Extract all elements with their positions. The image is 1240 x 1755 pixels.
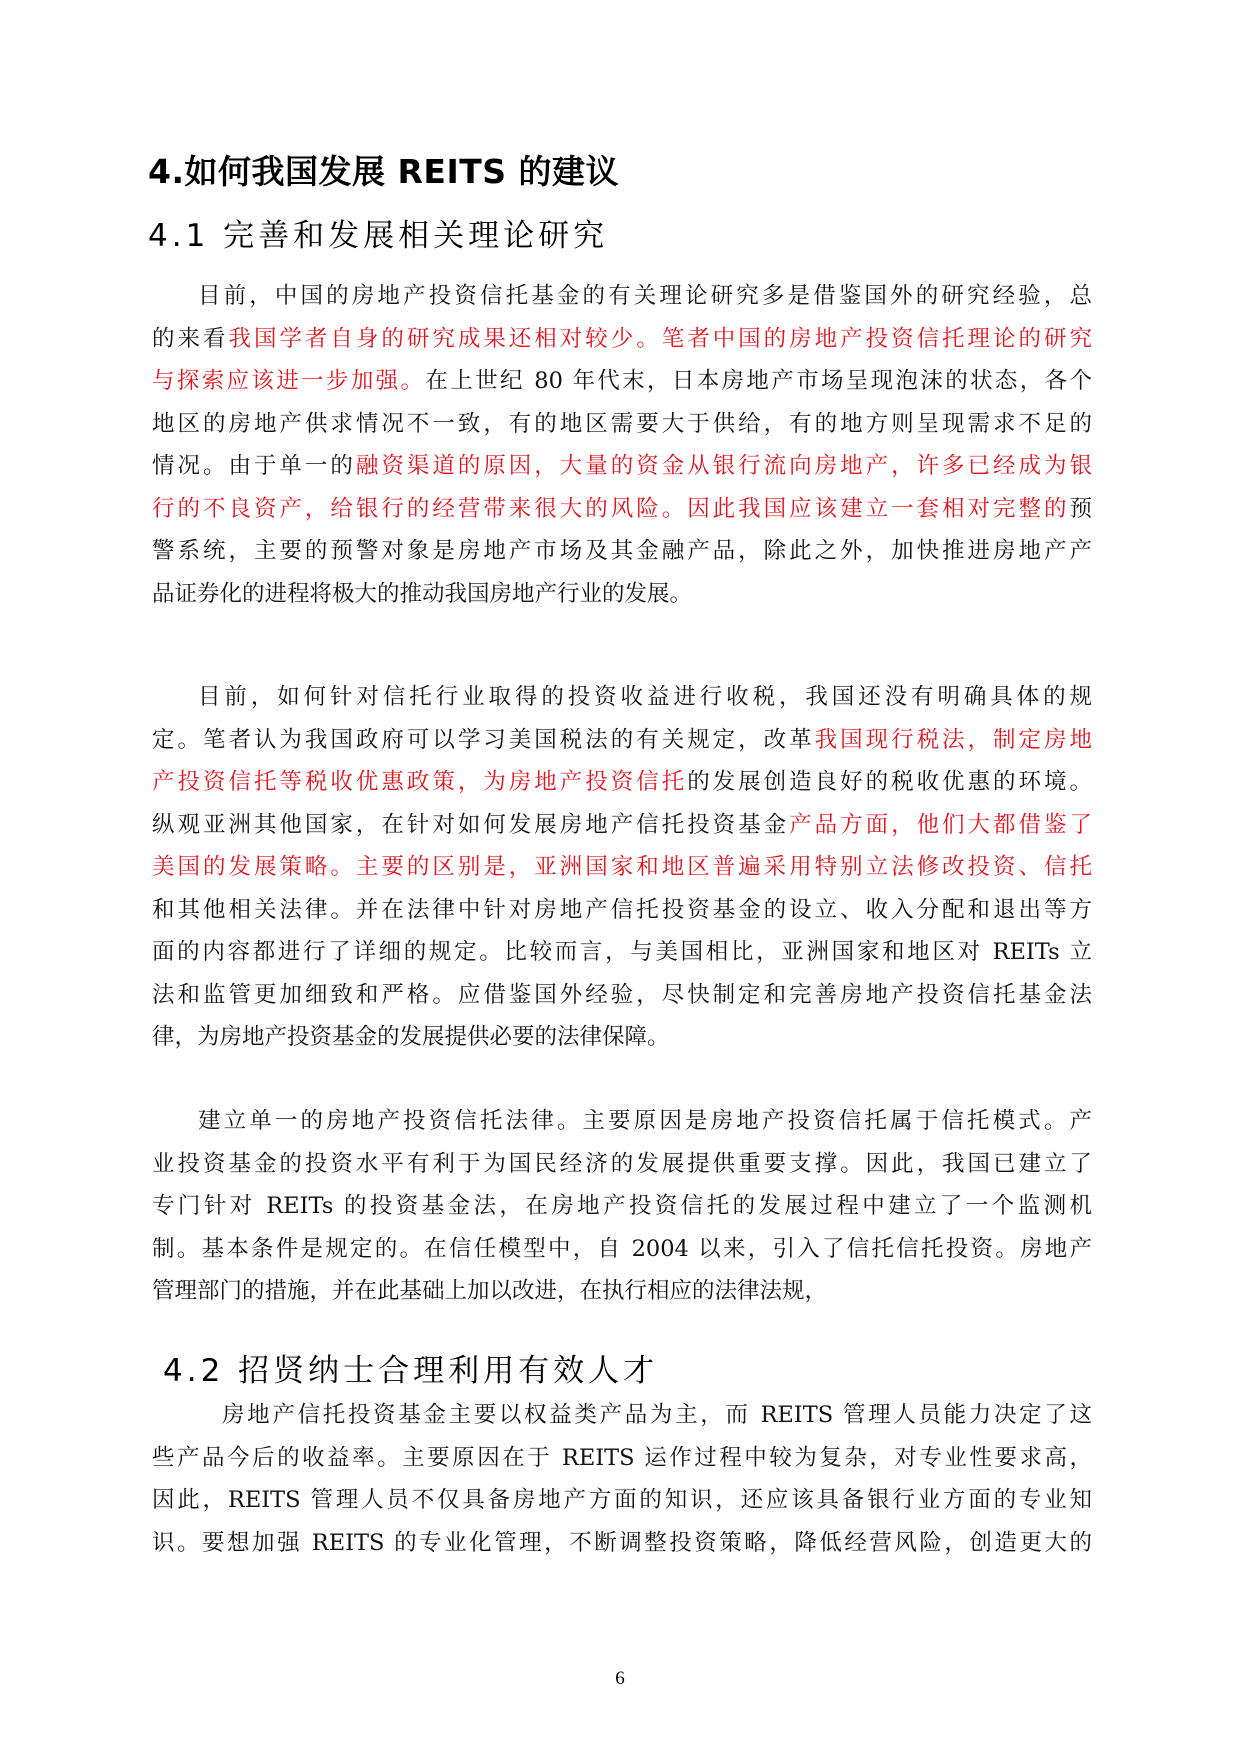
text-line: [152, 761, 1092, 804]
text-line: [152, 488, 1092, 531]
section-heading-4-1: 4.1 完善和发展相关理论研究: [148, 218, 609, 254]
highlighted-text-line: 美国的发展策略。主要的区别是，亚洲国家和地区普遍采用特别立法修改投资、信托: [152, 854, 1092, 880]
text-line: 些产品今后的收益率。主要原因在于 REITS 运作过程中较为复杂，对专业性要求高，: [152, 1444, 1092, 1471]
text-line: [152, 719, 1092, 762]
text-line: 法和监管更加细致和严格。应借鉴国外经验，尽快制定和完善房地产投资信托基金法: [152, 981, 1092, 1008]
text-run: 在上世纪 80 年代末，日本房地产市场呈现泡沫的状态，各个: [425, 368, 1092, 394]
text-line: 房地产信托投资基金主要以权益类产品为主，而 REITS 管理人员能力决定了这: [222, 1402, 1092, 1428]
section-heading-4-2: 4.2 招贤纳士合理利用有效人才: [163, 1353, 659, 1389]
text-line: 目前，中国的房地产投资信托基金的有关理论研究多是借鉴国外的研究经验，总: [198, 283, 1092, 309]
text-run: 的发展创造良好的税收优惠的环境。: [687, 769, 1092, 795]
text-line: [152, 804, 1092, 847]
text-run: 预: [1069, 495, 1092, 522]
text-line: 因此，REITS 管理人员不仅具备房地产方面的知识，还应该具备银行业方面的专业知: [152, 1487, 1092, 1513]
highlighted-text: 与探索应该进一步加强。: [152, 368, 426, 394]
page-number: 6: [615, 1668, 625, 1689]
text-line: 和其他相关法律。并在法律中针对房地产信托投资基金的设立、收入分配和退出等方: [152, 896, 1092, 923]
text-run: 定。笔者认为我国政府可以学习美国税法的有关规定，改革: [152, 726, 815, 753]
text-line: 目前，如何针对信托行业取得的投资收益进行收税，我国还没有明确具体的规: [198, 684, 1092, 710]
paragraph-tax-law: [152, 676, 1092, 1059]
text-line: [152, 360, 1092, 403]
highlighted-text: 行的不良资产，给银行的经营带来很大的风险。因此我国应该建立一套相对完整的: [152, 495, 1070, 522]
text-line: 业投资基金的投资水平有利于为国民经济的发展提供重要支撑。因此，我国已建立了: [152, 1150, 1092, 1177]
text-line: 管理部门的措施，并在此基础上加以改进，在执行相应的法律法规，: [152, 1278, 828, 1304]
text-line: 警系统，主要的预警对象是房地产市场及其金融产品，除此之外，加快推进房地产产: [152, 538, 1092, 564]
highlighted-text: 我国学者自身的研究成果还相对较少。笔者中国的房地产投资信托理论的研究: [228, 325, 1092, 352]
text-line: 建立单一的房地产投资信托法律。主要原因是房地产投资信托属于信托模式。产: [198, 1108, 1092, 1134]
highlighted-text: 产投资信托等税收优惠政策，为房地产投资信托: [152, 769, 688, 795]
paragraph-talent: [152, 1394, 1092, 1564]
text-line: [152, 445, 1092, 488]
highlighted-text: 我国现行税法，制定房地: [814, 726, 1092, 753]
text-line: 专门针对 REITs 的投资基金法，在房地产投资信托的发展过程中建立了一个监测机: [152, 1193, 1092, 1219]
text-line: 律，为房地产投资基金的发展提供必要的法律保障。: [152, 1024, 670, 1050]
paragraph-trust-law: [152, 1100, 1092, 1313]
text-line: [152, 318, 1092, 361]
text-run: 纵观亚洲其他国家，在针对如何发展房地产信托投资基金: [152, 811, 790, 838]
text-line: 面的内容都进行了详细的规定。比较而言，与美国相比，亚洲国家和地区对 REITs 立: [152, 939, 1092, 965]
text-run: 的来看: [152, 325, 229, 352]
text-line: 识。要想加强 REITS 的专业化管理，不断调整投资策略，降低经营风险，创造更大的: [152, 1529, 1092, 1556]
text-run: 情况。由于单一的: [152, 453, 356, 479]
highlighted-text: 产品方面，他们大都借鉴了: [789, 811, 1092, 838]
highlighted-text: 融资渠道的原因，大量的资金从银行流向房地产，许多已经成为银: [355, 453, 1092, 479]
text-line: 地区的房地产供求情况不一致，有的地区需要大于供给，有的地方则呈现需求不足的: [152, 410, 1092, 437]
chapter-heading: 4.如何我国发展 REITS 的建议: [148, 152, 619, 191]
text-line: 品证券化的进程将极大的推动我国房地产行业的发展。: [152, 580, 693, 607]
paragraph-research: [152, 275, 1092, 615]
text-line: 制。基本条件是规定的。在信任模型中，自 2004 以来，引入了信托信托投资。房地产: [152, 1235, 1092, 1262]
